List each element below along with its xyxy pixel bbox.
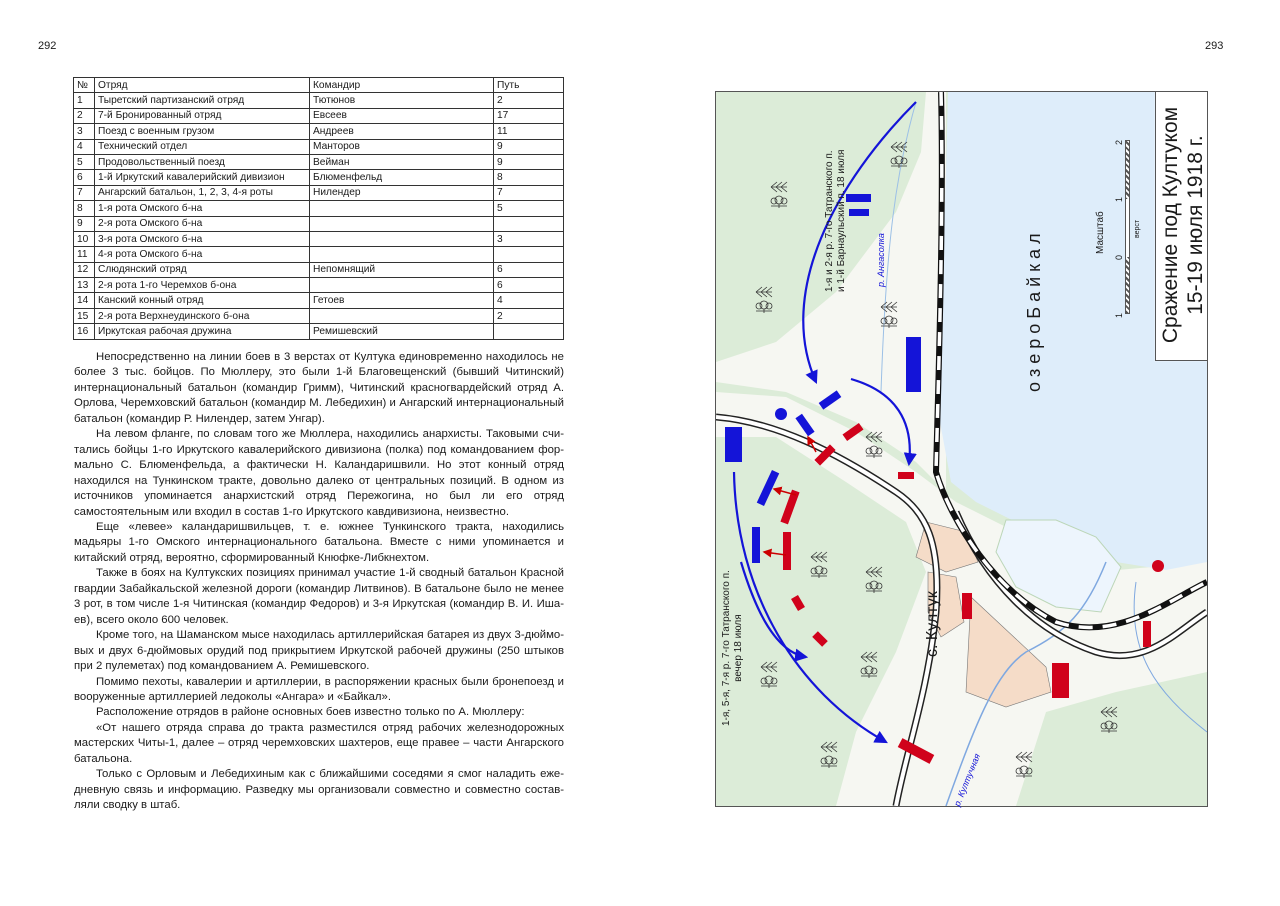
paragraph: Кроме того, на Шаманском мысе находилась артиллерийская батарея из двух 3-дюймовых и двух 6-дюймовых орудий под прикрытием Иркутской рабочей дружины (250 штыков при 2 пулеметах) под командованием А. Ремишевского.: [74, 629, 564, 673]
table-cell: 8: [74, 201, 95, 216]
artillery-red: [1152, 560, 1164, 572]
table-cell: Ангарский батальон, 1, 2, 3, 4-я роты: [95, 185, 310, 200]
body-text: [74, 350, 564, 814]
map-title-line: 15-19 июля 1918 г.: [1184, 135, 1207, 315]
table-row: [74, 293, 564, 308]
units-table: [73, 77, 564, 340]
label-tatransky-left: [721, 570, 745, 726]
table-cell: 11: [494, 124, 564, 139]
table-cell: 2: [494, 93, 564, 108]
table-cell: [494, 324, 564, 339]
table-cell: [310, 231, 494, 246]
table-cell: 5: [494, 201, 564, 216]
table-cell: 8: [494, 170, 564, 185]
paragraph: Еще «левее» каландаришвильцев, т. е. южнее Тункинского тракта, находились мадьяры 1-го Омского интернационального батальона. Вместе с ними упоминается и китайский отряд, вероятно, сформированный Кнюфке-Либкнехтом.: [74, 520, 564, 564]
table-cell: 9: [74, 216, 95, 231]
table-row: [74, 108, 564, 123]
table-cell: 4-я рота Омского б-на: [95, 247, 310, 262]
table-row: [74, 247, 564, 262]
table-header-row: [74, 78, 564, 93]
table-cell: 10: [74, 231, 95, 246]
table-cell: 4: [74, 139, 95, 154]
table-cell: [310, 247, 494, 262]
table-cell: 12: [74, 262, 95, 277]
label-tatransky-top: [824, 150, 848, 292]
table-cell: 2-я рота 1-го Черемхов б-она: [95, 278, 310, 293]
label-line: и 1-й Барнаульский п. 18 июля: [836, 149, 847, 292]
table-cell: 1-я рота Омского б-на: [95, 201, 310, 216]
table-cell: 6: [494, 262, 564, 277]
table-cell: 1: [74, 93, 95, 108]
table-cell: Путь: [494, 78, 564, 93]
table-cell: Отряд: [95, 78, 310, 93]
paragraph: Расположение отрядов в районе основных боев известно только по А. Мюллеру:: [96, 706, 525, 719]
table-cell: 17: [494, 108, 564, 123]
table-cell: Гетоев: [310, 293, 494, 308]
label-line: вечер 18 июля: [733, 614, 744, 682]
table-cell: 3: [494, 231, 564, 246]
table-cell: [310, 308, 494, 323]
table-cell: №: [74, 78, 95, 93]
table-cell: 9: [494, 154, 564, 169]
table-cell: [494, 216, 564, 231]
table-cell: 11: [74, 247, 95, 262]
scale-tick: 1: [1114, 196, 1124, 202]
table-cell: Иркутская рабочая дружина: [95, 324, 310, 339]
map-title-line: Сражение под Култуком: [1159, 106, 1182, 344]
river-label-angasolka: р. Ангасолка: [876, 233, 886, 287]
battle-map: [715, 91, 1208, 807]
paragraph: «От нашего отряда справа до тракта разместился отряд рабочих железнодорожных мастерских Читы-1, далее – отряд черемховских шахтеров, еще правее – части Ангарского батальона.: [74, 721, 564, 765]
table-row: [74, 231, 564, 246]
table-row: [74, 201, 564, 216]
table-cell: [310, 216, 494, 231]
paragraph: Непосредственно на линии боев в 3 верстах от Култука единовременно находилось не более 3 тыс. бойцов. По Мюллеру, это были 1-й Благовещенский (бывший Читинский) интернациональный батальон (командир Гримм), Читинский красногвардейский отряд А. Орлова, Черемховский батальон (командир М. Лебедихин) и Ангарский интернациональный батальон (командир Р. Нилендер, затем Унгар).: [74, 351, 564, 425]
scale-label: Масштаб: [1095, 211, 1106, 254]
table-cell: 5: [74, 154, 95, 169]
table-row: [74, 324, 564, 339]
table-cell: 14: [74, 293, 95, 308]
table-cell: [494, 247, 564, 262]
table-row: [74, 308, 564, 323]
table-cell: 3: [74, 124, 95, 139]
table-cell: Тыретский партизанский отряд: [95, 93, 310, 108]
lake-label: о з е р о Б а й к а л: [1024, 233, 1044, 392]
village-label: с. Култук: [924, 591, 941, 657]
table-cell: 7: [494, 185, 564, 200]
paragraph: На левом фланге, по словам того же Мюллера, находились анархисты. Таковыми считались бойцы 1-го Иркутского кавалерийского дивизиона (полка) под командованием формально С. Блюменфельда, а фактически Н. Каландаришвили. Но этот конный отряд находился на Тункинском тракте, довольно далеко от центральных позиций. В одном из источников упоминается анархистский отряд Пережогина, но был ли его отряд самостоятельным или входил в состав 1-го Иркутского кавдивизиона, неизвестно.: [74, 428, 564, 518]
table-cell: Технический отдел: [95, 139, 310, 154]
table-row: [74, 185, 564, 200]
table-cell: 2: [494, 308, 564, 323]
table-cell: 4: [494, 293, 564, 308]
label-line: 1-я, 5-я, 7-я р. 7-го Татранского п.: [721, 570, 732, 726]
table-row: [74, 216, 564, 231]
table-cell: 7-й Бронированный отряд: [95, 108, 310, 123]
map-title-panel: [1155, 91, 1208, 361]
table-cell: Евсеев: [310, 108, 494, 123]
table-cell: Манторов: [310, 139, 494, 154]
table-cell: 6: [74, 170, 95, 185]
table-cell: 13: [74, 278, 95, 293]
artillery-blue: [775, 408, 787, 420]
table-cell: Канский конный отряд: [95, 293, 310, 308]
page-number-left: 292: [38, 40, 57, 52]
table-cell: 2: [74, 108, 95, 123]
table-row: [74, 262, 564, 277]
table-cell: 1-й Иркутский кавалерийский дивизион: [95, 170, 310, 185]
table-row: [74, 278, 564, 293]
table-cell: Блюменфельд: [310, 170, 494, 185]
map-title: [1158, 100, 1208, 350]
table-cell: 16: [74, 324, 95, 339]
table-cell: Андреев: [310, 124, 494, 139]
table-cell: [310, 201, 494, 216]
table-cell: Поезд с военным грузом: [95, 124, 310, 139]
scale-unit: верст: [1134, 219, 1141, 238]
table-cell: 2-я рота Омского б-на: [95, 216, 310, 231]
table-cell: 2-я рота Верхнеудинского б-она: [95, 308, 310, 323]
table-cell: Нилендер: [310, 185, 494, 200]
scale-bar: [1125, 140, 1130, 314]
scale-tick: 2: [1114, 139, 1124, 145]
table-cell: [310, 278, 494, 293]
table-cell: Ремишевский: [310, 324, 494, 339]
table-cell: 3-я рота Омского б-на: [95, 231, 310, 246]
table-cell: 9: [494, 139, 564, 154]
scale-tick: 1: [1114, 312, 1124, 318]
table-cell: Слюдянский отряд: [95, 262, 310, 277]
table-cell: Продовольственный поезд: [95, 154, 310, 169]
table-row: [74, 154, 564, 169]
table-row: [74, 170, 564, 185]
table-cell: 6: [494, 278, 564, 293]
river-label-kultuchnaya: р. Култучная: [952, 752, 983, 808]
table-cell: Командир: [310, 78, 494, 93]
table-cell: 15: [74, 308, 95, 323]
page-number-right: 293: [1205, 40, 1224, 52]
table-row: [74, 124, 564, 139]
paragraph: Только с Орловым и Лебедихиным как с ближайшими соседями я смог наладить ежедневную связь и информацию. Разведку мы организовали совместно и совместно составляли сводку в штаб.: [74, 768, 564, 812]
table-cell: Непомнящий: [310, 262, 494, 277]
armored-train: [906, 337, 921, 392]
table-cell: Вейман: [310, 154, 494, 169]
scale-tick: 0: [1114, 254, 1124, 260]
label-line: 1-я и 2-я р. 7-го Татранского п.: [824, 150, 835, 292]
paragraph: Помимо пехоты, кавалерии и артиллерии, в распоряжении красных были бронепоезд и вооруженные артиллерией ледоколы «Ангара» и «Байкал».: [74, 675, 564, 703]
paragraph: Также в боях на Култукских позициях принимал участие 1-й сводный батальон Красной гвардии Забайкальской железной дороги (командир Литвинов). В батальоне было не менее 3 рот, в том числе 1-я Читинская (командир Федоров) и 3-я Иркутская (командир В. И. Ишаев), всего около 600 человек.: [74, 567, 564, 626]
table-row: [74, 93, 564, 108]
table-cell: 7: [74, 185, 95, 200]
table-row: [74, 139, 564, 154]
table-cell: Тютюнов: [310, 93, 494, 108]
